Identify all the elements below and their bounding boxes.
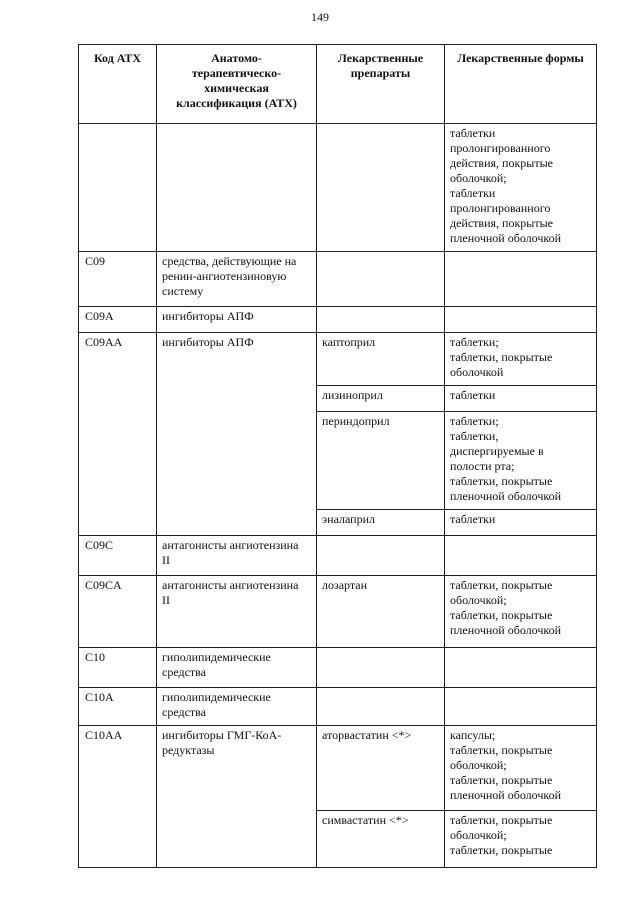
cell-code: C10A bbox=[79, 688, 157, 726]
cell-forms: капсулы; таблетки, покрытые оболочкой; таблетки, покрытые пленочной оболочкой bbox=[445, 726, 597, 811]
cell-forms: таблетки, покрытые оболочкой; таблетки, покрытые bbox=[445, 811, 597, 868]
cell-drug bbox=[317, 536, 445, 576]
cell-classification: ингибиторы ГМГ-КоА- редуктазы bbox=[157, 726, 317, 868]
cell-drug bbox=[317, 307, 445, 333]
cell-code: C09A bbox=[79, 307, 157, 333]
cell-forms: таблетки пролонгированного действия, покрытые оболочкой; таблетки пролонгированного действия, покрытые пленочной оболочкой bbox=[445, 124, 597, 252]
cell-forms: таблетки; таблетки, диспергируемые в полости рта; таблетки, покрытые пленочной оболочкой bbox=[445, 412, 597, 510]
header-forms: Лекарственные формы bbox=[445, 45, 597, 124]
table-row bbox=[79, 726, 597, 811]
cell-forms: таблетки; таблетки, покрытые оболочкой bbox=[445, 333, 597, 386]
cell-code: C09C bbox=[79, 536, 157, 576]
cell-classification: гиполипидемические средства bbox=[157, 648, 317, 688]
cell-drug: лозартан bbox=[317, 576, 445, 648]
cell-classification bbox=[157, 124, 317, 252]
cell-code: C09AA bbox=[79, 333, 157, 536]
cell-forms bbox=[445, 648, 597, 688]
cell-forms bbox=[445, 688, 597, 726]
cell-drug: периндоприл bbox=[317, 412, 445, 510]
cell-code: C09 bbox=[79, 252, 157, 307]
table-row bbox=[79, 333, 597, 386]
cell-code bbox=[79, 124, 157, 252]
cell-classification: средства, действующие на ренин-ангиотензиновую систему bbox=[157, 252, 317, 307]
table-row bbox=[79, 688, 597, 726]
cell-drug: эналаприл bbox=[317, 510, 445, 536]
cell-drug bbox=[317, 648, 445, 688]
table-row bbox=[79, 648, 597, 688]
table-row bbox=[79, 307, 597, 333]
table-row bbox=[79, 252, 597, 307]
cell-classification: ингибиторы АПФ bbox=[157, 307, 317, 333]
page-number: 149 bbox=[311, 10, 329, 24]
cell-forms bbox=[445, 536, 597, 576]
header-drugs: Лекарственные препараты bbox=[317, 45, 445, 124]
cell-forms bbox=[445, 307, 597, 333]
cell-forms: таблетки bbox=[445, 510, 597, 536]
cell-drug: симвастатин <*> bbox=[317, 811, 445, 868]
cell-classification: гиполипидемические средства bbox=[157, 688, 317, 726]
cell-code: C10 bbox=[79, 648, 157, 688]
cell-drug: лизиноприл bbox=[317, 386, 445, 412]
cell-drug bbox=[317, 124, 445, 252]
table-row bbox=[79, 576, 597, 648]
cell-code: C10AA bbox=[79, 726, 157, 868]
cell-drug: каптоприл bbox=[317, 333, 445, 386]
cell-forms: таблетки bbox=[445, 386, 597, 412]
table-row bbox=[79, 536, 597, 576]
cell-code: C09CA bbox=[79, 576, 157, 648]
cell-classification: антагонисты ангиотензина II bbox=[157, 576, 317, 648]
header-row bbox=[79, 45, 597, 124]
cell-classification: ингибиторы АПФ bbox=[157, 333, 317, 536]
header-classification: Анатомо- терапевтическо- химическая классификация (АТХ) bbox=[157, 45, 317, 124]
cell-drug bbox=[317, 252, 445, 307]
cell-forms bbox=[445, 252, 597, 307]
atx-table bbox=[78, 44, 597, 868]
cell-drug: аторвастатин <*> bbox=[317, 726, 445, 811]
cell-drug bbox=[317, 688, 445, 726]
cell-classification: антагонисты ангиотензина II bbox=[157, 536, 317, 576]
cell-forms: таблетки, покрытые оболочкой; таблетки, покрытые пленочной оболочкой bbox=[445, 576, 597, 648]
table-row bbox=[79, 124, 597, 252]
header-code: Код АТХ bbox=[79, 45, 157, 124]
